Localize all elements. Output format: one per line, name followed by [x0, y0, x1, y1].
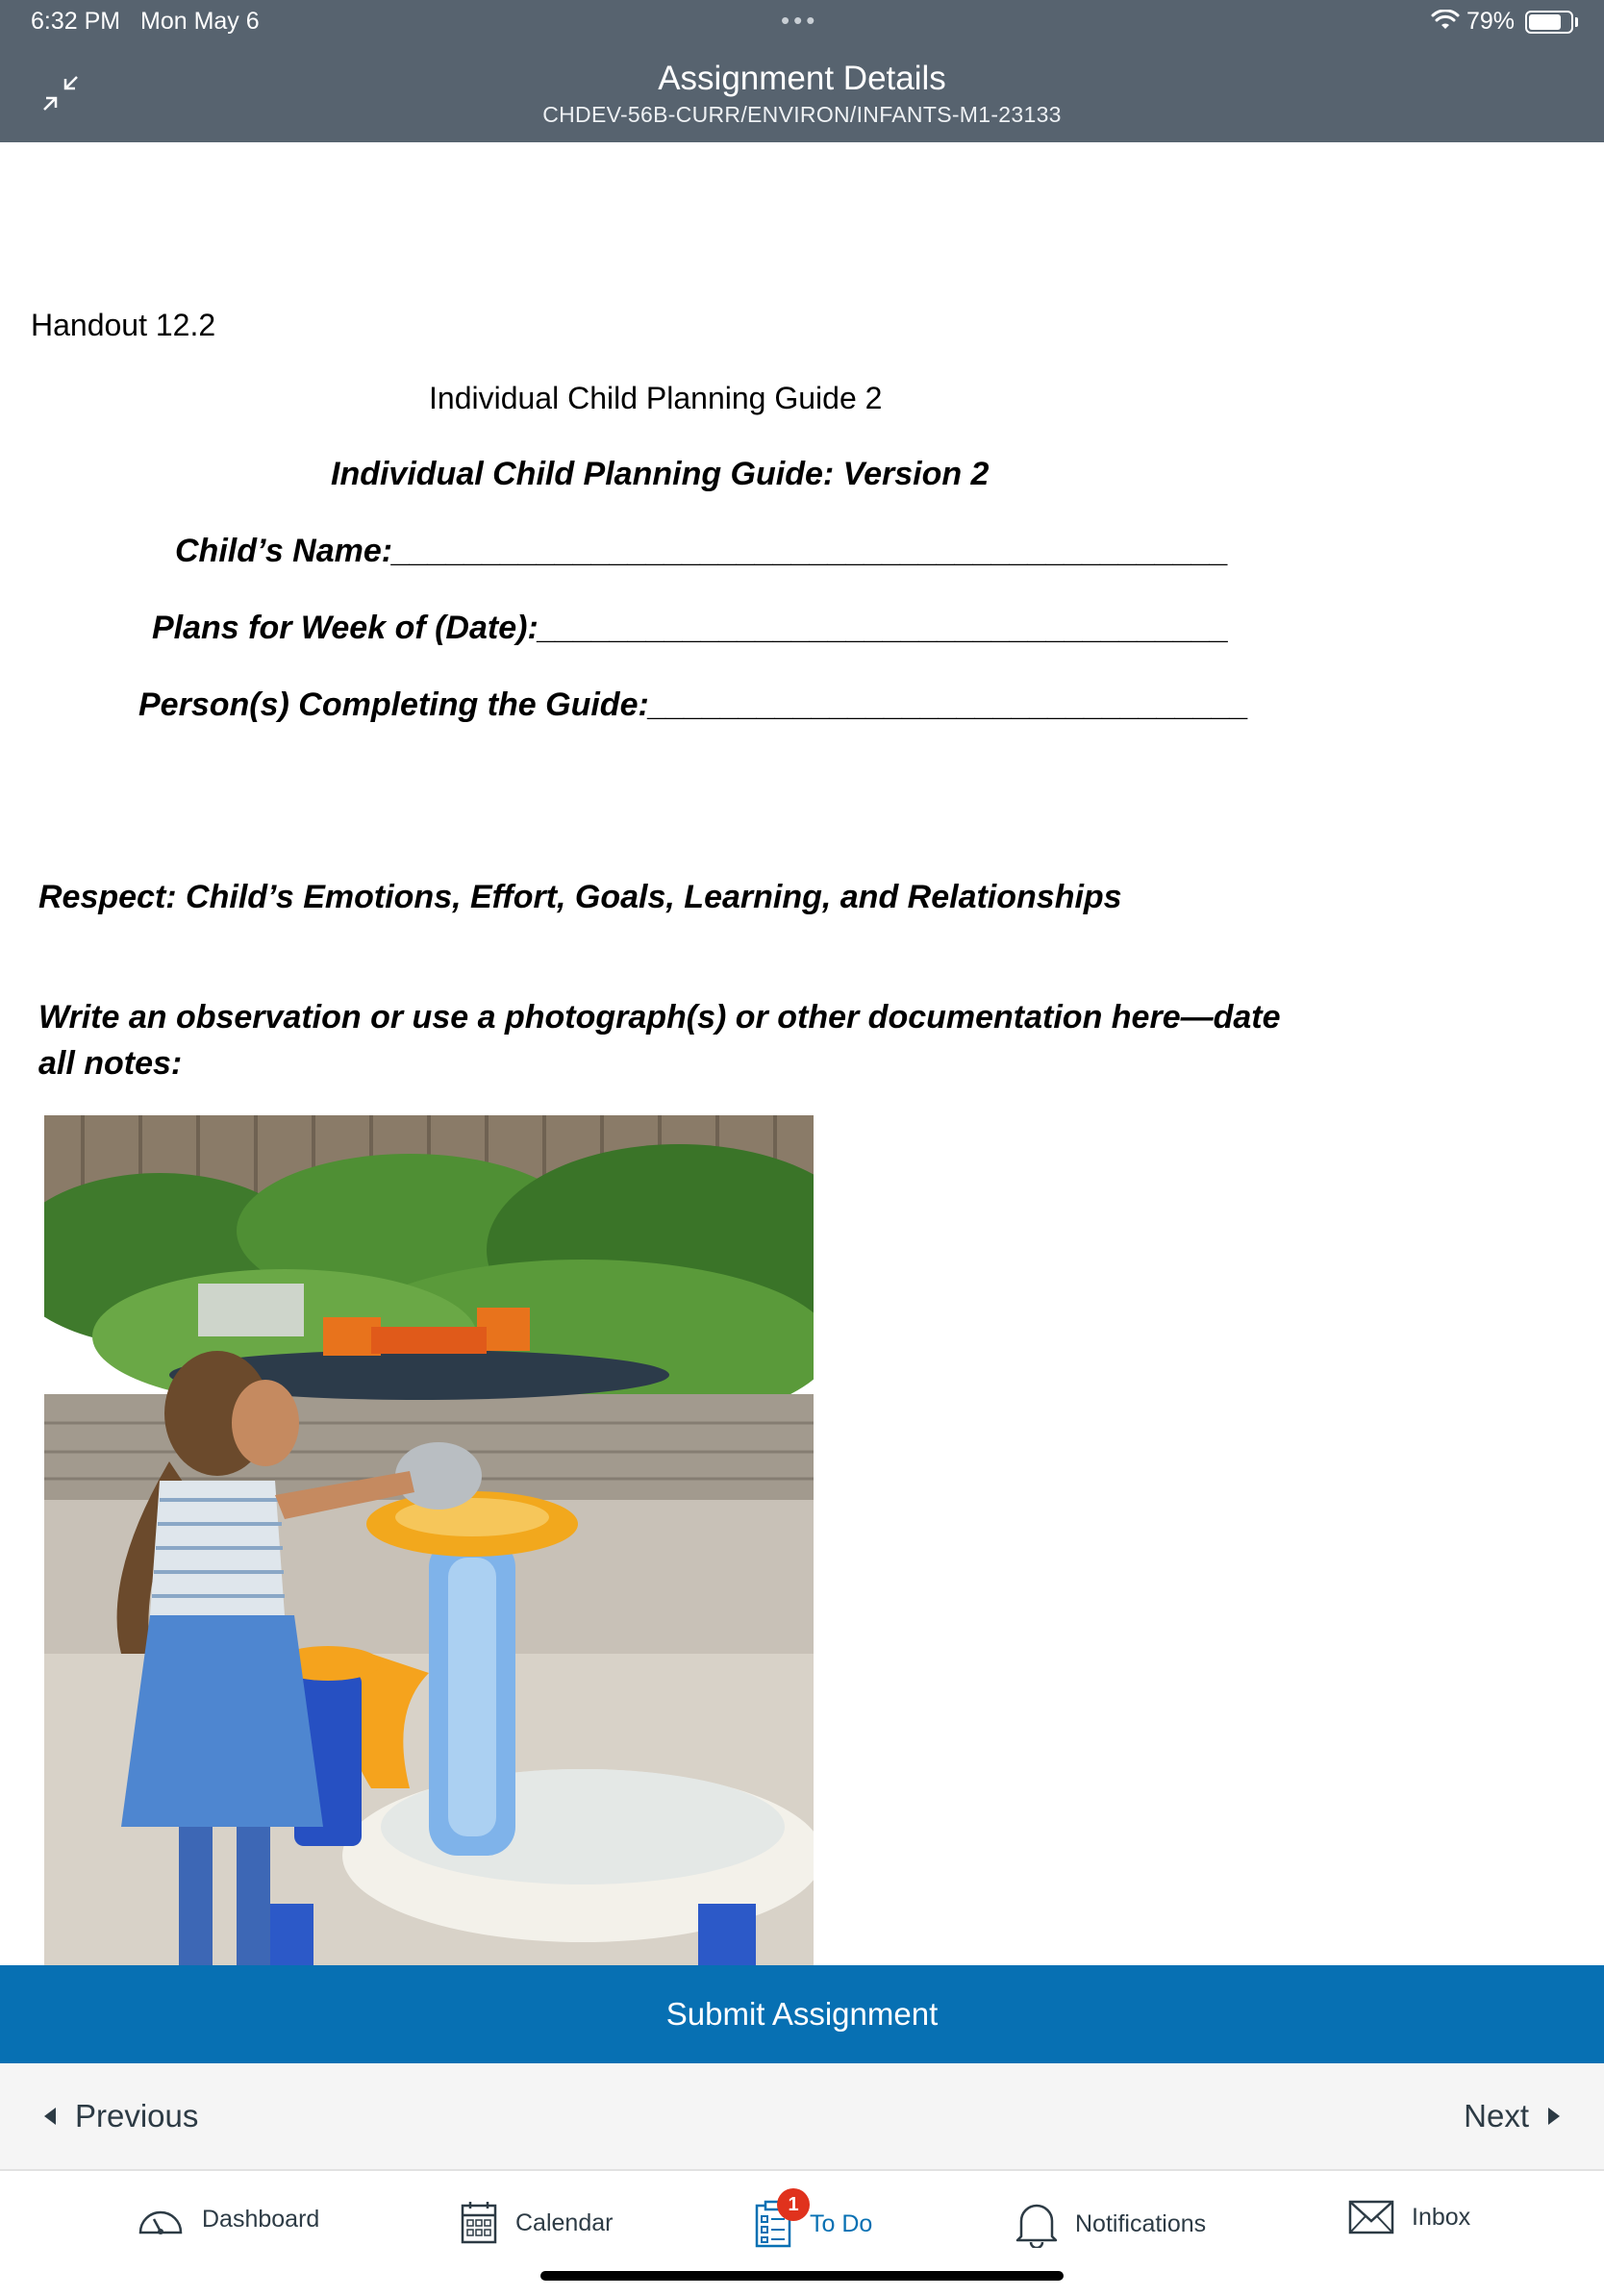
- next-button[interactable]: [1464, 2098, 1560, 2134]
- tab-inbox[interactable]: [1348, 2200, 1470, 2234]
- caret-right-icon: [1548, 2108, 1560, 2125]
- battery-icon: [1525, 11, 1573, 34]
- respect-heading: Respect: Child’s Emotions, Effort, Goals, Learning, and Relationships: [38, 879, 1122, 915]
- tab-dashboard[interactable]: [137, 2200, 319, 2238]
- battery-cap: [1575, 17, 1578, 27]
- child-water-table-photo: [44, 1115, 814, 1965]
- previous-button[interactable]: [44, 2098, 198, 2134]
- tab-label: Dashboard: [202, 2205, 320, 2233]
- tab-notifications[interactable]: [1015, 2200, 1206, 2248]
- tab-todo[interactable]: [754, 2193, 873, 2248]
- assignment-document[interactable]: [0, 142, 1604, 1965]
- childs-name-field: Child’s Name:______________________________________________: [175, 533, 1229, 569]
- tab-calendar[interactable]: [460, 2200, 613, 2246]
- top-bar: [0, 0, 1604, 142]
- observation-instructions: Write an observation or use a photograph(s) or other documentation here—date all notes:: [38, 999, 1281, 1082]
- tab-label: Notifications: [1075, 2209, 1207, 2237]
- status-date: Mon May 6: [140, 8, 260, 35]
- wifi-icon: [1431, 10, 1460, 31]
- persons-completing-field: Person(s) Completing the Guide:_________________________________: [138, 686, 1249, 723]
- tab-label: To Do: [810, 2209, 873, 2237]
- home-indicator[interactable]: [540, 2271, 1064, 2281]
- guide-version-title: Individual Child Planning Guide: Version 2: [331, 456, 990, 492]
- plans-week-field: Plans for Week of (Date):______________________________________: [152, 610, 1230, 646]
- dashboard-icon: [137, 2200, 185, 2238]
- caret-left-icon: [44, 2108, 56, 2125]
- calendar-icon: [460, 2200, 498, 2246]
- battery-percent: 79%: [1466, 8, 1516, 35]
- next-label: Next: [1464, 2098, 1529, 2134]
- course-code: CHDEV-56B-CURR/ENVIRON/INFANTS-M1-23133: [542, 102, 1062, 127]
- tab-label: Calendar: [515, 2209, 614, 2236]
- bell-icon: [1015, 2200, 1058, 2248]
- multitasking-dots-icon[interactable]: •••: [781, 6, 819, 35]
- page-title: Assignment Details: [658, 60, 946, 97]
- battery-fill: [1529, 14, 1561, 30]
- status-time: 6:32 PM: [31, 8, 121, 35]
- tab-label: Inbox: [1412, 2203, 1471, 2231]
- todo-badge: 1: [777, 2188, 810, 2221]
- previous-label: Previous: [75, 2098, 199, 2134]
- pager: [0, 2063, 1604, 2171]
- envelope-icon: [1348, 2200, 1394, 2234]
- submit-assignment-button[interactable]: Submit Assignment: [0, 1965, 1604, 2063]
- handout-label: Handout 12.2: [31, 308, 216, 342]
- guide-title: Individual Child Planning Guide 2: [429, 381, 883, 415]
